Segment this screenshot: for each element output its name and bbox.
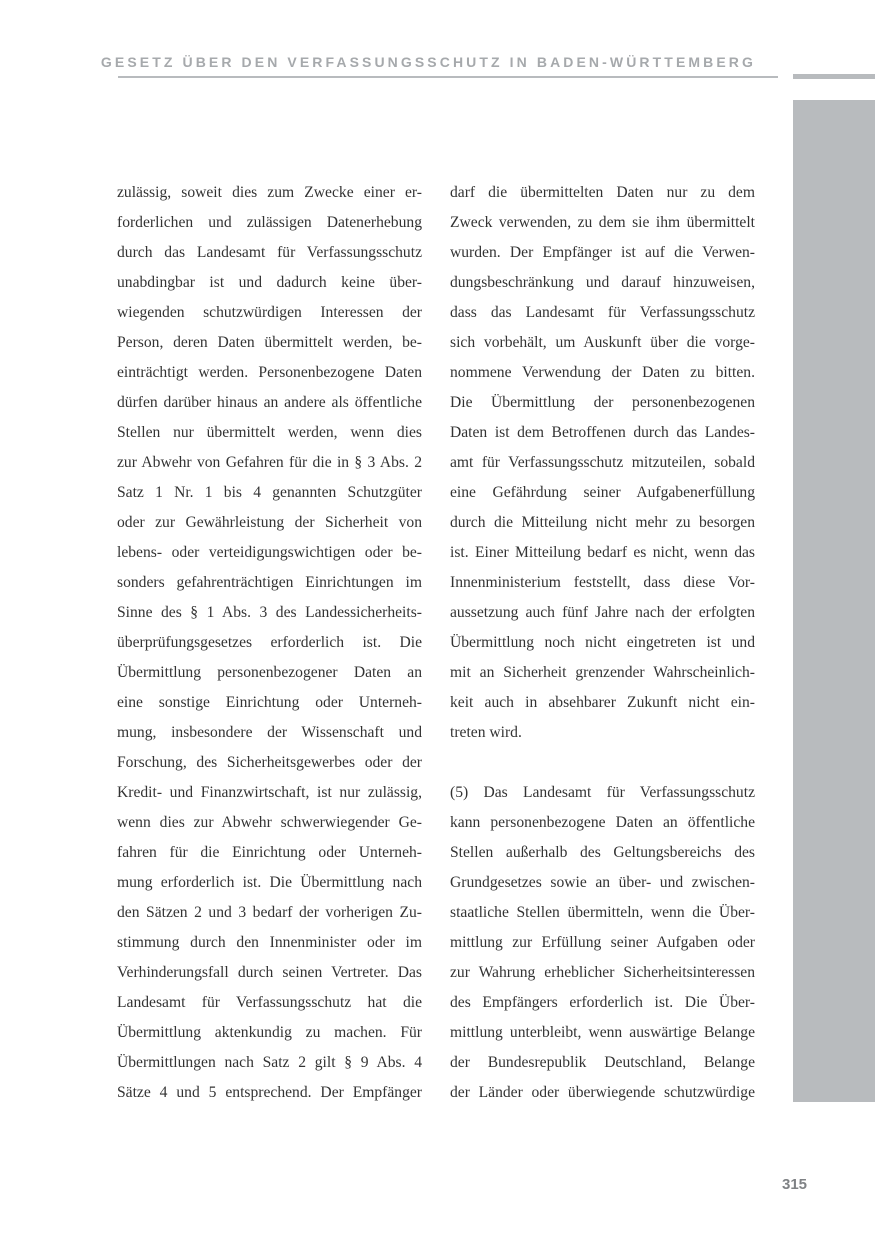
text-line: dürfen darüber hinaus an andere als öffentliche bbox=[117, 394, 422, 411]
text-line: Daten ist dem Betroffenen durch das Landes- bbox=[450, 424, 755, 441]
text-line: darf die übermittelten Daten nur zu dem bbox=[450, 184, 755, 201]
text-line: Verhinderungsfall durch seinen Vertreter. Das bbox=[117, 964, 422, 981]
text-line: mittlung unterbleibt, wenn auswärtige Belange bbox=[450, 1024, 755, 1041]
text-line: (5) Das Landesamt für Verfassungsschutz bbox=[450, 784, 755, 801]
text-line: eine Gefährdung seiner Aufgabenerfüllung bbox=[450, 484, 755, 501]
text-line: den Sätzen 2 und 3 bedarf der vorherigen Zu- bbox=[117, 904, 422, 921]
text-line: zur Wahrung erheblicher Sicherheitsinteressen bbox=[450, 964, 755, 981]
text-line: sonders gefahrenträchtigen Einrichtungen im bbox=[117, 574, 422, 591]
text-line: Sätze 4 und 5 entsprechend. Der Empfänger bbox=[117, 1084, 422, 1101]
text-line: durch das Landesamt für Verfassungsschutz bbox=[117, 244, 422, 261]
text-line: wiegenden schutzwürdigen Interessen der bbox=[117, 304, 422, 321]
text-line: wenn dies zur Abwehr schwerwiegender Ge- bbox=[117, 814, 422, 831]
text-line: dass das Landesamt für Verfassungsschutz bbox=[450, 304, 755, 321]
text-line: wurden. Der Empfänger ist auf die Verwen- bbox=[450, 244, 755, 261]
text-line: Die Übermittlung der personenbezogenen bbox=[450, 394, 755, 411]
text-line: der Länder oder überwiegende schutzwürdige bbox=[450, 1084, 755, 1101]
text-line: ist. Einer Mitteilung bedarf es nicht, wenn das bbox=[450, 544, 755, 561]
text-line: kann personenbezogene Daten an öffentliche bbox=[450, 814, 755, 831]
text-line: des Empfängers erforderlich ist. Die Über- bbox=[450, 994, 755, 1011]
text-line: zur Abwehr von Gefahren für die in § 3 Abs. 2 bbox=[117, 454, 422, 471]
text-line: Stellen nur übermittelt werden, wenn dies bbox=[117, 424, 422, 441]
text-line: Übermittlung noch nicht eingetreten ist und bbox=[450, 634, 755, 651]
text-line: keit auch in absehbarer Zukunft nicht ein- bbox=[450, 694, 755, 711]
text-line: Innenministerium feststellt, dass diese Vor- bbox=[450, 574, 755, 591]
running-header bbox=[100, 52, 778, 78]
text-line: Stellen außerhalb des Geltungsbereichs des bbox=[450, 844, 755, 861]
text-line: überprüfungsgesetzes erforderlich ist. Die bbox=[117, 634, 422, 651]
text-line: der Bundesrepublik Deutschland, Belange bbox=[450, 1054, 755, 1071]
text-line: Forschung, des Sicherheitsgewerbes oder der bbox=[117, 754, 422, 771]
text-line: forderlichen und zulässigen Datenerhebung bbox=[117, 214, 422, 231]
text-line: dungsbeschränkung und darauf hinzuweisen, bbox=[450, 274, 755, 291]
side-thumb-tab bbox=[793, 100, 875, 1102]
text-line: mung, insbesondere der Wissenschaft und bbox=[117, 724, 422, 741]
text-line: einträchtigt werden. Personenbezogene Daten bbox=[117, 364, 422, 381]
text-line: lebens- oder verteidigungswichtigen oder be- bbox=[117, 544, 422, 561]
text-line: Grundgesetzes sowie an über- und zwischen- bbox=[450, 874, 755, 891]
text-line: oder zur Gewährleistung der Sicherheit von bbox=[117, 514, 422, 531]
page-number: 315 bbox=[782, 1176, 808, 1193]
text-line: Übermittlung aktenkundig zu machen. Für bbox=[117, 1024, 422, 1041]
text-line: Übermittlung personenbezogener Daten an bbox=[117, 664, 422, 681]
left-text-column bbox=[117, 178, 422, 1108]
text-line: unabdingbar ist und dadurch keine über- bbox=[117, 274, 422, 291]
text-line: durch die Mitteilung nicht mehr zu besorgen bbox=[450, 514, 755, 531]
text-line: Zweck verwenden, zu dem sie ihm übermittelt bbox=[450, 214, 755, 231]
text-line: mung erforderlich ist. Die Übermittlung nach bbox=[117, 874, 422, 891]
text-line: stimmung durch den Innenminister oder im bbox=[117, 934, 422, 951]
text-line: amt für Verfassungsschutz mitzuteilen, sobald bbox=[450, 454, 755, 471]
text-line: Landesamt für Verfassungsschutz hat die bbox=[117, 994, 422, 1011]
header-rule-right bbox=[793, 74, 875, 79]
right-text-column bbox=[450, 178, 755, 1108]
text-line: staatliche Stellen übermitteln, wenn die Über- bbox=[450, 904, 755, 921]
text-line: Sinne des § 1 Abs. 3 des Landessicherheits- bbox=[117, 604, 422, 621]
text-line: mit an Sicherheit grenzender Wahrscheinlich- bbox=[450, 664, 755, 681]
text-line: Kredit- und Finanzwirtschaft, ist nur zulässig, bbox=[117, 784, 422, 801]
text-line: fahren für die Einrichtung oder Unterneh- bbox=[117, 844, 422, 861]
text-line: mittlung zur Erfüllung seiner Aufgaben oder bbox=[450, 934, 755, 951]
text-line: eine sonstige Einrichtung oder Unterneh- bbox=[117, 694, 422, 711]
text-line: aussetzung auch fünf Jahre nach der erfolgten bbox=[450, 604, 755, 621]
text-line: treten wird. bbox=[450, 724, 522, 741]
text-line: Person, deren Daten übermittelt werden, be- bbox=[117, 334, 422, 351]
text-line: zulässig, soweit dies zum Zwecke einer er- bbox=[117, 184, 422, 201]
running-header-title: GESETZ ÜBER DEN VERFASSUNGSSCHUTZ IN BADEN-WÜRTTEMBERG bbox=[100, 54, 756, 70]
text-line: Satz 1 Nr. 1 bis 4 genannten Schutzgüter bbox=[117, 484, 422, 501]
text-line: sich vorbehält, um Auskunft über die vorge- bbox=[450, 334, 755, 351]
text-line: nommene Verwendung der Daten zu bitten. bbox=[450, 364, 755, 381]
paragraph-spacer bbox=[450, 748, 755, 778]
text-line: Übermittlungen nach Satz 2 gilt § 9 Abs. 4 bbox=[117, 1054, 422, 1071]
